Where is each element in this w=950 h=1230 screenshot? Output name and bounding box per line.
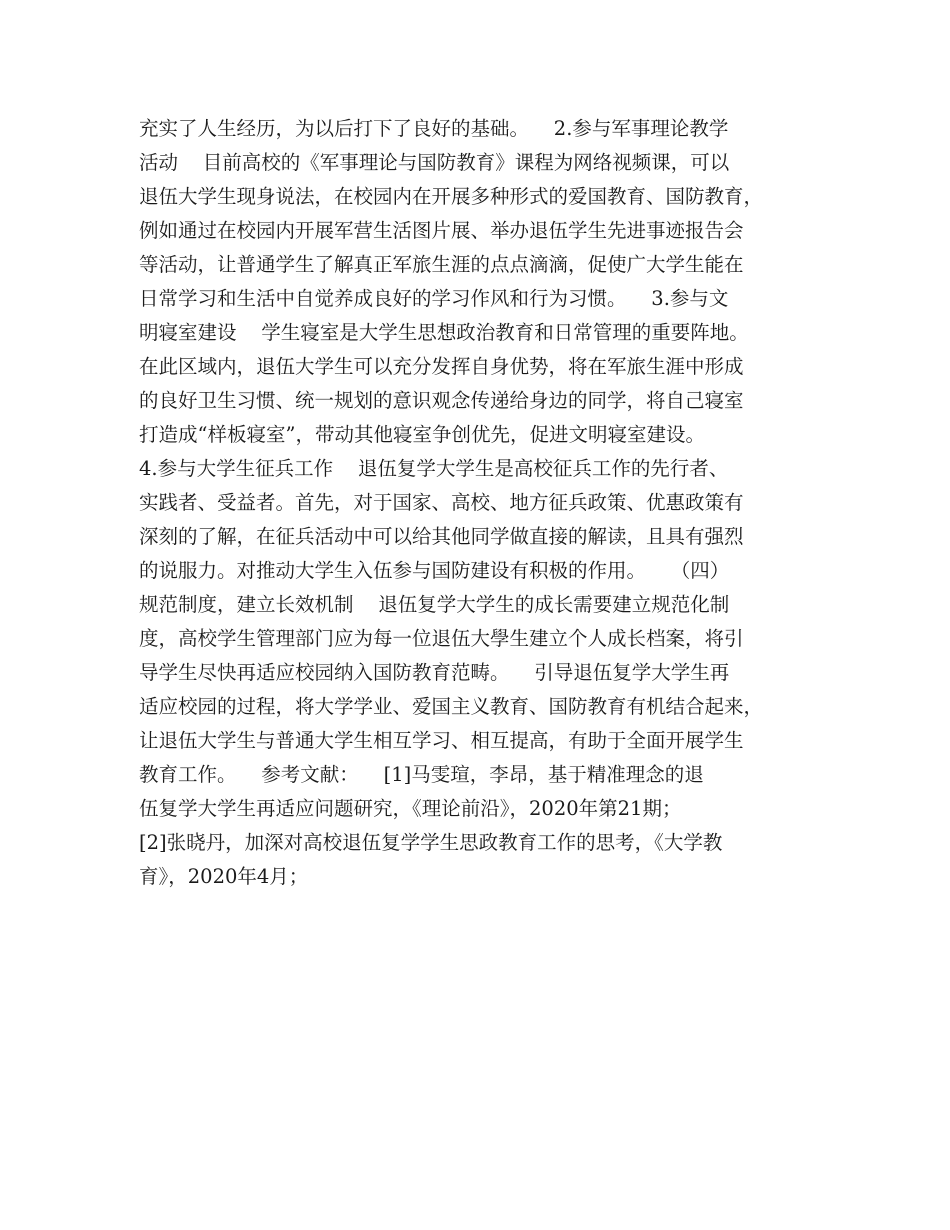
text-line: 退伍大学生现身说法，在校园内在开展多种形式的爱国教育、国防教育，	[139, 185, 764, 208]
text-line: 规范制度，建立长效机制 退伍复学大学生的成长需要建立规范化制	[139, 593, 730, 616]
text-line: 4.参与大学生征兵工作 退伍复学大学生是高校征兵工作的先行者、	[139, 457, 729, 480]
body-text	[139, 112, 819, 894]
text-line: 让退伍大学生与普通大学生相互学习、相互提高，有助于全面开展学生	[139, 729, 744, 752]
text-line: 深刻的了解，在征兵活动中可以给其他同学做直接的解读，且具有强烈	[139, 525, 744, 548]
text-line: 适应校园的过程，将大学学业、爱国主义教育、国防教育有机结合起来，	[139, 695, 764, 718]
text-line: 明寝室建设 学生寝室是大学生思想政治教育和日常管理的重要阵地。	[139, 321, 749, 344]
text-line: 的说服力。对推动大学生入伍参与国防建设有积极的作用。 （四）	[139, 559, 730, 582]
text-line: 打造成“样板寝室”，带动其他寝室争创优先，促进文明寝室建设。	[139, 423, 705, 446]
text-line: 实践者、受益者。首先，对于国家、高校、地方征兵政策、优惠政策有	[139, 491, 744, 514]
text-line: 在此区域内，退伍大学生可以充分发挥自身优势，将在军旅生涯中形成	[139, 355, 744, 378]
text-line: 度，高校学生管理部门应为每一位退伍大學生建立个人成长档案，将引	[139, 627, 744, 650]
text-line: 育》，2020年4月；	[139, 865, 309, 888]
text-line: 活动 目前高校的《军事理论与国防教育》课程为网络视频课，可以	[139, 151, 730, 174]
text-line: 等活动，让普通学生了解真正军旅生涯的点点滴滴，促使广大学生能在	[139, 253, 744, 276]
text-line: 导学生尽快再适应校园纳入国防教育范畴。 引导退伍复学大学生再	[139, 661, 730, 684]
text-line: 充实了人生经历，为以后打下了良好的基础。 2.参与军事理论教学	[139, 117, 729, 140]
text-line: 伍复学大学生再适应问题研究，《理论前沿》，2020年第21期；	[139, 797, 682, 820]
text-line: 的良好卫生习惯、统一规划的意识观念传递给身边的同学，将自己寝室	[139, 389, 744, 412]
text-line: 例如通过在校园内开展军营生活图片展、举办退伍学生先进事迹报告会	[139, 219, 744, 242]
text-line: 日常学习和生活中自觉养成良好的学习作风和行为习惯。 3.参与文	[139, 287, 729, 310]
text-line: [2]张晓丹，加深对高校退伍复学学生思政教育工作的思考，《大学教	[139, 831, 723, 854]
text-line: 教育工作。 参考文献： [1]马雯瑄，李昂，基于精准理念的退	[139, 763, 704, 786]
